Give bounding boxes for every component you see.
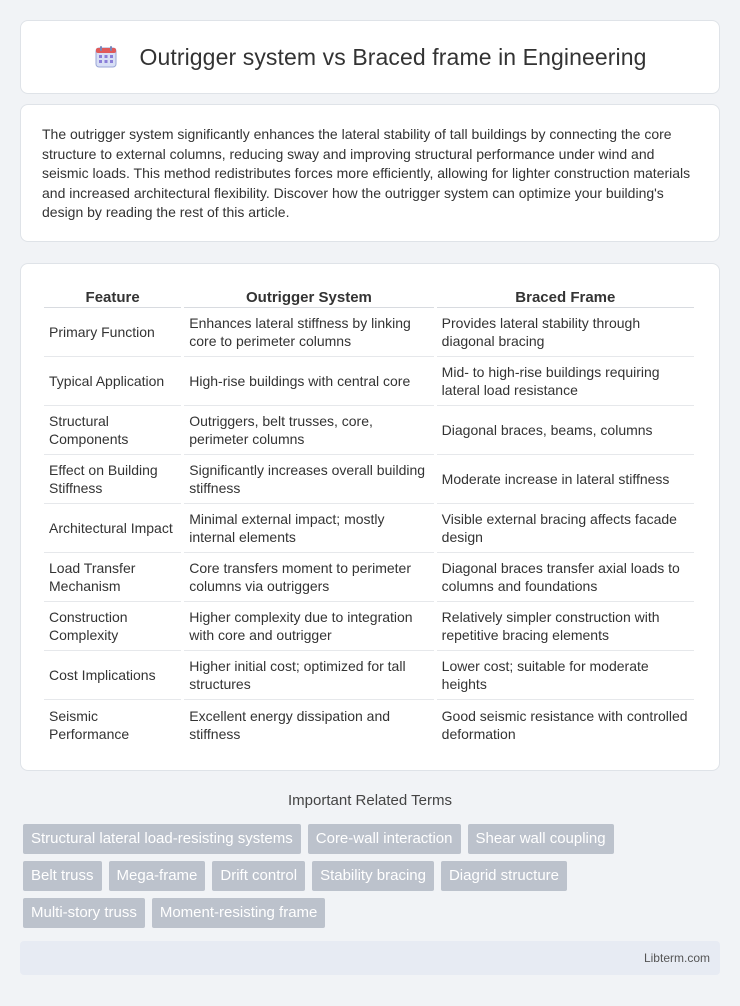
cell-feature: Structural Components [44,406,181,455]
header-braced: Braced Frame [437,284,694,308]
cell-braced: Diagonal braces, beams, columns [437,406,694,455]
related-term-tag[interactable]: Shear wall coupling [468,824,614,854]
cell-braced: Mid- to high-rise buildings requiring lateral load resistance [437,357,694,406]
cell-outrigger: Higher initial cost; optimized for tall structures [184,651,433,700]
related-term-tag[interactable]: Stability bracing [312,861,434,891]
related-term-tag[interactable]: Belt truss [23,861,102,891]
cell-outrigger: High-rise buildings with central core [184,357,433,406]
title-card [20,20,720,94]
page-title: Outrigger system vs Braced frame in Engineering [139,43,647,70]
table-row [44,455,694,504]
related-term-tag[interactable]: Core-wall interaction [308,824,461,854]
table-row [44,504,694,553]
cell-outrigger: Excellent energy dissipation and stiffness [189,707,391,742]
cell-outrigger: Minimal external impact; mostly internal elements [184,504,433,553]
tag-row [23,861,723,891]
cell-braced: Good seismic resistance with controlled deformation [441,707,688,742]
related-term-tag[interactable]: Moment-resisting frame [152,898,326,928]
cell-braced: Lower cost; suitable for moderate heights [437,651,694,700]
cell-outrigger: Significantly increases overall building stiffness [184,455,433,504]
cell-feature: Cost Implications [44,651,181,700]
footer [20,941,720,975]
cell-braced: Diagonal braces transfer axial loads to columns and foundations [437,553,694,602]
cell-feature: Typical Application [44,357,181,406]
cell-braced: Moderate increase in lateral stiffness [437,455,694,504]
calendar-icon [93,44,119,70]
table-row [44,357,694,406]
cell-feature: Effect on Building Stiffness [44,455,181,504]
table-row [44,406,694,455]
related-term-tag[interactable]: Mega-frame [109,861,206,891]
tag-row [23,824,723,854]
related-term-tag[interactable]: Structural lateral load-resisting systems [23,824,301,854]
cell-feature: Primary Function [44,308,181,357]
related-terms-title: Important Related Terms [288,792,452,809]
footer-site[interactable]: Libterm.com [643,951,710,965]
cell-outrigger: Outriggers, belt trusses, core, perimeter columns [184,406,433,455]
table-row [44,651,694,700]
intro-card [20,104,720,242]
cell-braced: Visible external bracing affects facade design [437,504,694,553]
cell-feature: Architectural Impact [44,504,181,553]
cell-feature: Load Transfer Mechanism [44,553,181,602]
cell-braced: Relatively simpler construction with repetitive bracing elements [437,602,694,651]
related-terms-list [23,824,723,935]
related-term-tag[interactable]: Diagrid structure [441,861,567,891]
cell-feature: Construction Complexity [44,602,181,651]
cell-feature: Seismic Performance [49,707,130,742]
related-term-tag[interactable]: Drift control [212,861,305,891]
cell-outrigger: Enhances lateral stiffness by linking core to perimeter columns [184,308,433,357]
header-outrigger: Outrigger System [184,284,433,308]
table-row [44,308,694,357]
comparison-table [41,284,697,749]
tag-row [23,898,723,928]
comparison-card [20,263,720,771]
table-header-row [44,284,694,308]
cell-outrigger: Core transfers moment to perimeter columns via outriggers [184,553,433,602]
cell-braced: Provides lateral stability through diagonal bracing [437,308,694,357]
related-term-tag[interactable]: Multi-story truss [23,898,145,928]
header-feature: Feature [44,284,181,308]
table-row [44,602,694,651]
table-row [44,553,694,602]
table-row [44,700,694,749]
cell-outrigger: Higher complexity due to integration with core and outrigger [184,602,433,651]
intro-paragraph: The outrigger system significantly enhances the lateral stability of tall buildings by connecting the core structure to external columns, reducing sway and improving structural performance under wind and seismic loads. This method redistributes forces more efficiently, allowing for lighter construction materials and increased architectural flexibility. Discover how the outrigger system can optimize your building's design by reading the rest of this article. [42,126,691,221]
